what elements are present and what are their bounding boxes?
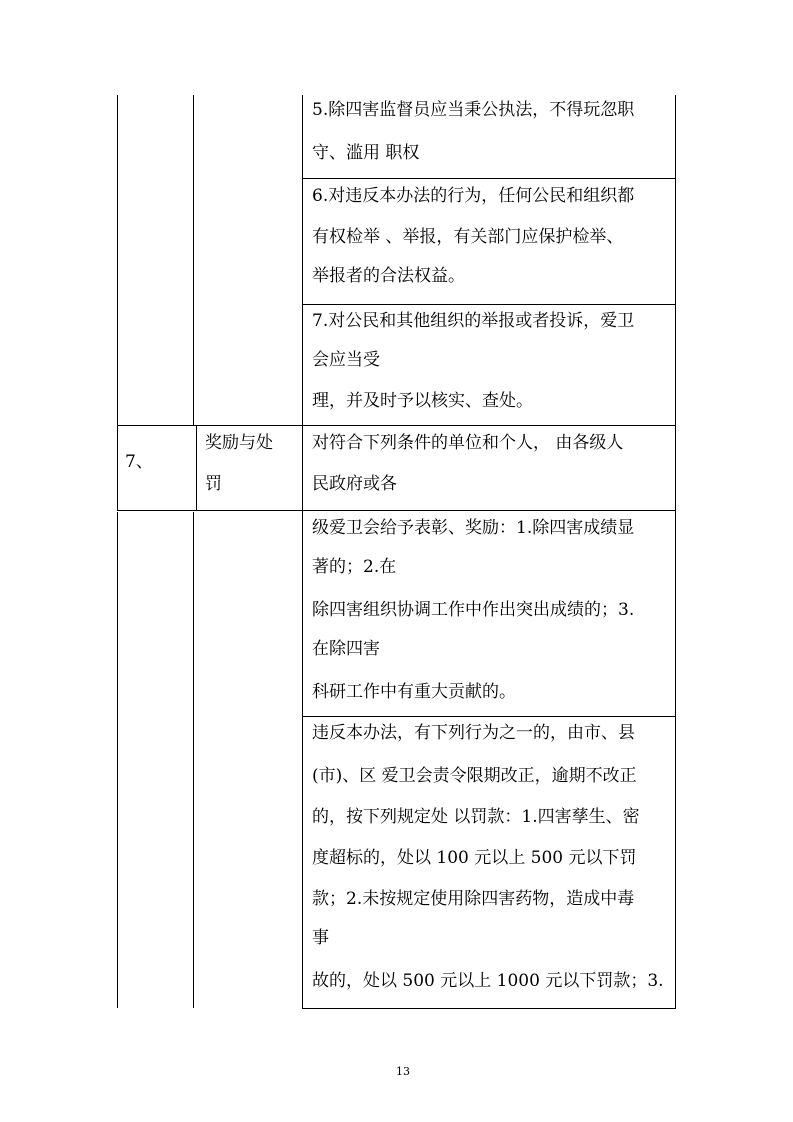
block2-line-9: 度超标的，处以 100 元以上 500 元以下罚 (312, 848, 637, 868)
border-col3 (302, 95, 303, 1008)
page-number: 13 (396, 1065, 410, 1078)
table-bottom (302, 1008, 676, 1009)
block1-line-7: 会应当受 (312, 350, 380, 370)
row-divider-5 (302, 716, 676, 717)
block1-line-3: 6.对违反本办法的行为，任何公民和组织都 (312, 186, 635, 206)
block1-line-5: 举报者的合法权益。 (312, 266, 465, 286)
border-right (675, 95, 676, 1008)
block1-line-6: 7.对公民和其他组织的举报或者投诉，爱卫 (312, 311, 635, 331)
row-divider-4 (117, 510, 676, 511)
row7-content-line-1: 对符合下列条件的单位和个人， 由各级人 (312, 433, 624, 453)
border-left-2 (117, 425, 118, 510)
block1-line-2: 守、滥用 职权 (312, 143, 420, 163)
border-col2-3 (193, 512, 194, 1008)
row-divider-1 (302, 178, 676, 179)
border-col2-1 (193, 95, 194, 425)
block2-line-11: 事 (312, 928, 329, 948)
block2-line-10: 款；2.未按规定使用除四害药物，造成中毒 (312, 889, 635, 909)
row7-number: 7、 (125, 452, 153, 472)
border-col2-2 (196, 425, 197, 510)
row-divider-3 (117, 425, 676, 426)
block2-line-8: 的，按下列规定处 以罚款：1.四害孳生、密 (312, 807, 640, 827)
block2-line-4: 在除四害 (312, 639, 380, 659)
block1-line-4: 有权检举 、举报，有关部门应保护检举、 (312, 227, 624, 247)
row7-content-line-2: 民政府或各 (312, 474, 397, 494)
block2-line-6: 违反本办法，有下列行为之一的，由市、县 (312, 723, 635, 743)
border-left-3 (117, 512, 118, 1008)
block2-line-3: 除四害组织协调工作中作出突出成绩的；3. (312, 600, 635, 620)
border-left-1 (117, 95, 118, 425)
block2-line-1: 级爱卫会给予表彰、奖励：1.除四害成绩显 (312, 518, 635, 538)
block2-line-5: 科研工作中有重大贡献的。 (312, 682, 516, 702)
block2-line-12: 故的，处以 500 元以上 1000 元以下罚款；3. (312, 971, 664, 991)
row7-title-line-2: 罚 (205, 474, 222, 494)
block1-line-8: 理，并及时予以核实、查处。 (312, 391, 533, 411)
block2-line-7: (市)、区 爱卫会责令限期改正，逾期不改正 (312, 766, 637, 786)
row-divider-2 (302, 304, 676, 305)
row7-title-line-1: 奖励与处 (205, 433, 273, 453)
block2-line-2: 著的；2.在 (312, 557, 397, 577)
block1-line-1: 5.除四害监督员应当秉公执法，不得玩忽职 (312, 100, 635, 120)
